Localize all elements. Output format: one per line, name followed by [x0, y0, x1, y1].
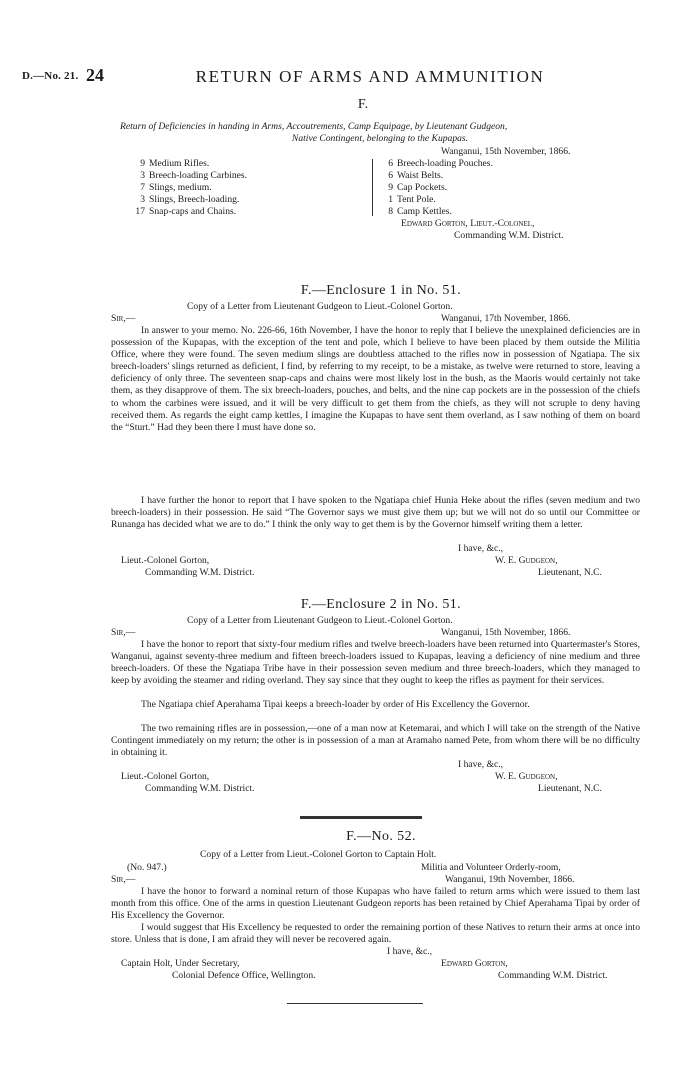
- return-caption-line2: Native Contingent, belonging to the Kupapas.: [291, 133, 469, 144]
- list-item: 6 Waist Belts.: [388, 170, 444, 182]
- list-item: 1 Tent Pole.: [388, 194, 436, 206]
- enclosure2-paragraph-1: I have the honor to report that sixty-four medium rifles and twelve breech-loaders have been returned into Quartermaster's Stores, Wanganui, against seventy-three medium and fifteen breech-loaders issued to Kupapas, leaving a deficiency of nine medium and three breech-loaders. Of these the Ngatiapa Tribe have in their possession seven medium and three breech-loaders, which they managed to keep by avoiding the steamer and riding overland. They say since that they ought to keep the rifles as payment for their services.: [111, 639, 640, 687]
- enclosure2-signer-name: W. E. Gudgeon,: [495, 771, 558, 782]
- end-rule: [287, 1003, 423, 1004]
- enclosure1-place-date: Wanganui, 17th November, 1866.: [441, 313, 571, 324]
- enclosure1-paragraph-2: I have further the honor to report that I have spoken to the Ngatiapa chief Hunia Heke about the rifles (seven medium and two breech-loaders) in their possession. He said “The Governor says we must give them up; but we will not do so until our Committee or Runanga has decided what we are to do.” I think the only way to get them is by the Governor himself writing them a letter.: [111, 495, 640, 531]
- enclosure2-place-date: Wanganui, 15th November, 1866.: [441, 627, 571, 638]
- enclosure1-paragraph-1: In answer to your memo. No. 226-66, 16th November, I have the honor to reply that I believe the unexplained deficiencies are in possession of the Kupapas, with the exception of the tent and pole, which I believe to have been placed by them outside the Militia Office, where they were found. The seven medium slings are doubtless attached to the rifles now in possession of Ngatiapa. The six breech-loaders' slings returned as deficient, I find, by referring to my receipt, to be a mistake, as twelve were returned to store, leaving a deficiency of only three. The seventeen snap-caps and chains were most likely lost in the bush, as the Maoris would certainly not take them, as they disapprove of them. The six breech-loaders, pouches, and belts, and the nine cap pockets are in the possession of the chiefs to whom the carbines were issued, and it will be very difficult to get them from the chiefs, as they will not scruple to deny having received them. As regards the eight camp kettles, I imagine the Kupapas to have sent them overland, as I saw nothing of them on board the “Sturt.” Had they been there I must have done so.: [111, 325, 640, 433]
- enclosure2-signer-title: Lieutenant, N.C.: [538, 783, 602, 794]
- list-item: 6 Breech-loading Pouches.: [388, 158, 493, 169]
- no52-place-date: Wanganui, 19th November, 1866.: [445, 874, 575, 885]
- enclosure2-closing: I have, &c.,: [458, 759, 504, 770]
- enclosure1-subheading: Copy of a Letter from Lieutenant Gudgeon to Lieut.-Colonel Gorton.: [187, 301, 453, 312]
- deficiency-list-right: [385, 158, 615, 218]
- no52-paragraph-1: I have the honor to forward a nominal return of those Kupapas who have failed to return arms which were issued to them last month from this office. One of the arms in question Lieutenant Gudgeon reports has been retained by Chief Aperahama Tipai by order of His Excellency the Governor.: [111, 886, 640, 922]
- enclosure2-subheading: Copy of a Letter from Lieutenant Gudgeon to Lieut.-Colonel Gorton.: [187, 615, 453, 626]
- enclosure1-addressee-title: Commanding W.M. District.: [145, 567, 255, 578]
- no52-signer-name: Edward Gorton,: [441, 958, 508, 969]
- return-signature-title: Commanding W.M. District.: [454, 230, 564, 241]
- return-place-date: Wanganui, 15th November, 1866.: [441, 146, 571, 157]
- deficiency-list-left: [129, 158, 359, 218]
- section-letter: F.: [357, 97, 369, 112]
- no52-reference: (No. 947.): [127, 862, 167, 873]
- no52-paragraph-2: I would suggest that His Excellency be requested to order the remaining portion of these Natives to return their arms at once into store. Unless that is done, I am afraid they will never be recovered again.: [111, 922, 640, 946]
- no52-closing: I have, &c.,: [387, 946, 433, 957]
- no52-addressee-name: Captain Holt, Under Secretary,: [121, 958, 240, 969]
- page-number: 24: [86, 65, 104, 85]
- no52-office: Militia and Volunteer Orderly-room,: [421, 862, 561, 873]
- enclosure1-signer-title: Lieutenant, N.C.: [538, 567, 602, 578]
- enclosure1-closing: I have, &c.,: [458, 543, 504, 554]
- enclosure2-addressee-name: Lieut.-Colonel Gorton,: [121, 771, 210, 782]
- enclosure1-signer-name: W. E. Gudgeon,: [495, 555, 558, 566]
- enclosure2-paragraph-2: The Ngatiapa chief Aperahama Tipai keeps a breech-loader by order of His Excellency the Governor.: [141, 699, 530, 710]
- column-divider: [372, 159, 373, 216]
- list-item: 3 Breech-loading Carbines.: [140, 170, 248, 182]
- list-item: 9 Cap Pockets.: [388, 182, 448, 194]
- no52-subheading: Copy of a Letter from Lieut.-Colonel Gorton to Captain Holt.: [200, 849, 437, 860]
- enclosure1-salutation: Sir,—: [111, 313, 136, 324]
- enclosure1-heading: F.—Enclosure 1 in No. 51.: [300, 283, 462, 298]
- no52-addressee-title: Colonial Defence Office, Wellington.: [172, 970, 316, 981]
- enclosure2-paragraph-3: The two remaining rifles are in possession,—one of a man now at Ketemarai, and which I will take on the strength of the Native Contingent immediately on my return; the other is in possession of a man at Aramaho named Pete, from whom there will be no difficulty in obtaining it.: [111, 723, 640, 759]
- return-signature-name: Edward Gorton, Lieut.-Colonel,: [401, 218, 535, 229]
- enclosure1-addressee-name: Lieut.-Colonel Gorton,: [121, 555, 210, 566]
- section-divider: [300, 816, 422, 819]
- list-item: 17 Snap-caps and Chains.: [135, 206, 237, 218]
- page-title: RETURN OF ARMS AND AMMUNITION: [195, 67, 545, 86]
- no52-heading: F.—No. 52.: [346, 829, 416, 844]
- list-item: 3 Slings, Breech-loading.: [140, 194, 240, 206]
- return-caption-line1: Return of Deficiencies in handing in Arms, Accoutrements, Camp Equipage, by Lieutenant Gudgeon,: [120, 121, 508, 132]
- list-item: 7 Slings, medium.: [140, 182, 212, 194]
- document-reference: D.—No. 21.: [22, 70, 79, 82]
- enclosure2-heading: F.—Enclosure 2 in No. 51.: [300, 597, 462, 612]
- list-item: 9 Medium Rifles.: [140, 158, 210, 169]
- list-item: 8 Camp Kettles.: [388, 206, 452, 218]
- no52-signer-title: Commanding W.M. District.: [498, 970, 608, 981]
- no52-salutation: Sir,—: [111, 874, 136, 885]
- enclosure2-addressee-title: Commanding W.M. District.: [145, 783, 255, 794]
- enclosure2-salutation: Sir,—: [111, 627, 136, 638]
